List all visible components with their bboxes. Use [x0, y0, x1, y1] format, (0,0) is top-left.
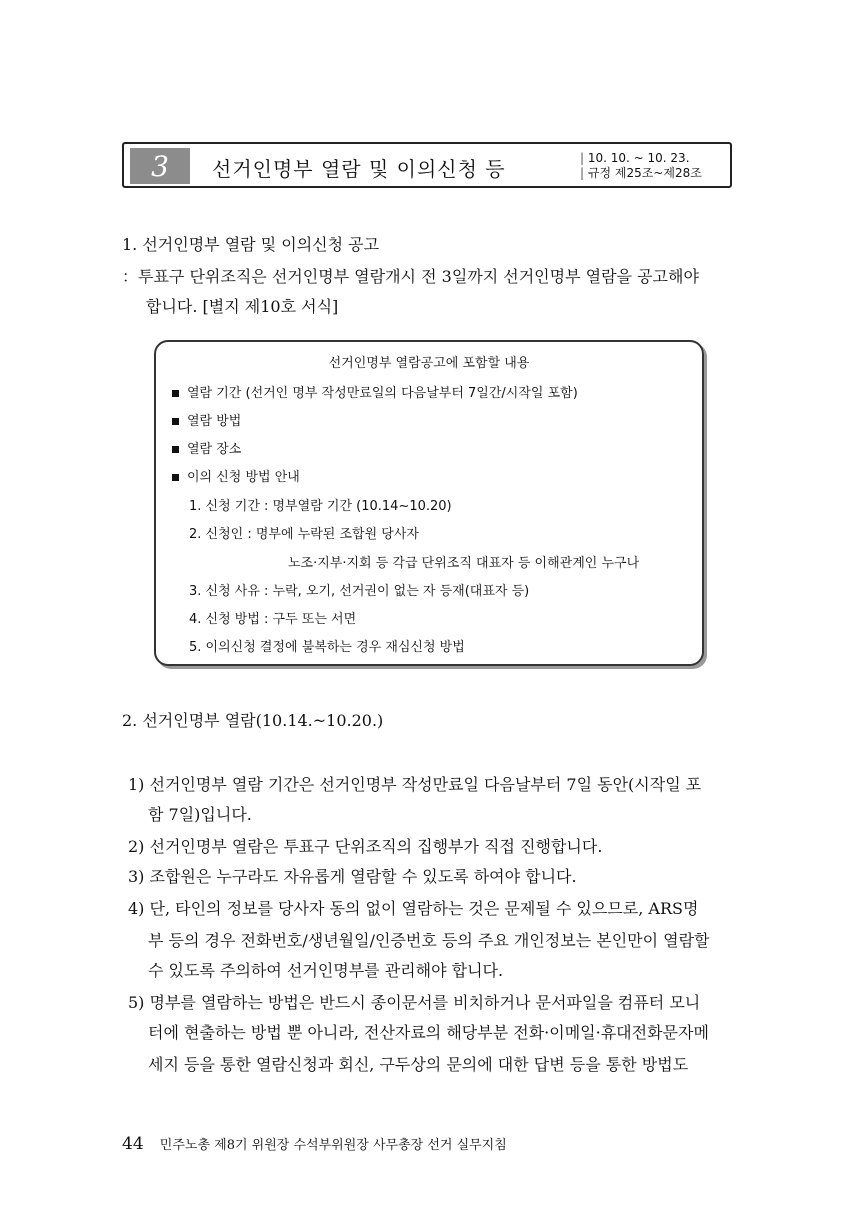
box-title: 선거인명부 열람공고에 포함할 내용: [328, 356, 530, 371]
sub-item: 5. 이의신청 결정에 불복하는 경우 재심신청 방법: [189, 640, 465, 655]
square-bullet-icon: [172, 446, 179, 453]
sub-item: 1. 신청 기간 : 명부열람 기간 (10.14~10.20): [189, 499, 452, 514]
bullet-item: 열람 방법: [172, 410, 241, 429]
regulation-ref: | 규정 제25조~제28조: [580, 166, 702, 181]
section-number: 3: [130, 148, 190, 184]
paragraph-line: 세지 등을 통한 열람신청과 회신, 구두상의 문의에 대한 답변 등을 통한 방법도: [148, 1055, 689, 1074]
section1-heading: 1. 선거인명부 열람 및 이의신청 공고: [122, 235, 380, 254]
paragraph-line: 5) 명부를 열람하는 방법은 반드시 종이문서를 비치하거나 문서파일을 컴퓨터 모니: [128, 993, 701, 1012]
paragraph-line: 함 7일)입니다.: [148, 805, 252, 824]
paragraph-line: 3) 조합원은 누구라도 자유롭게 열람할 수 있도록 하여야 합니다.: [128, 867, 577, 886]
square-bullet-icon: [172, 474, 179, 481]
paragraph-line: 2) 선거인명부 열람은 투표구 단위조직의 집행부가 직접 진행합니다.: [128, 837, 603, 856]
section1-body-line: 합니다. [별지 제10호 서식]: [146, 297, 339, 316]
sub-item: 4. 신청 방법 : 구두 또는 서면: [189, 612, 357, 627]
section-meta: [580, 151, 702, 181]
page-number: 44: [122, 1134, 144, 1154]
sub-item: 2. 신청인 : 명부에 누락된 조합원 당사자: [189, 527, 419, 542]
paragraph-line: 부 등의 경우 전화번호/생년월일/인증번호 등의 주요 개인정보는 본인만이 열람할: [148, 931, 710, 950]
bullet-item: 열람 장소: [172, 438, 241, 457]
paragraph-line: 4) 단, 타인의 정보를 당사자 동의 없이 열람하는 것은 문제될 수 있으므로, ARS명: [128, 899, 699, 918]
sub-item: 3. 신청 사유 : 누락, 오기, 선거권이 없는 자 등재(대표자 등): [189, 584, 530, 599]
book-title: 민주노총 제8기 위원장 수석부위원장 사무총장 선거 실무지침: [159, 1138, 507, 1153]
sub-item-continuation: 노조·지부·지회 등 각급 단위조직 대표자 등 이해관계인 누구나: [288, 556, 640, 571]
date-range: | 10. 10. ~ 10. 23.: [580, 151, 702, 166]
bullet-item: 열람 기간 (선거인 명부 작성만료일의 다음날부터 7일간/시작일 포함): [172, 382, 578, 401]
paragraph-line: 터에 현출하는 방법 뿐 아니라, 전산자료의 해당부분 전화·이메일·휴대전화문자메: [148, 1023, 709, 1042]
bullet-item: 이의 신청 방법 안내: [172, 466, 300, 485]
section-title: 선거인명부 열람 및 이의신청 등: [212, 157, 506, 181]
square-bullet-icon: [172, 390, 179, 397]
paragraph-line: 수 있도록 주의하여 선거인명부를 관리해야 합니다.: [148, 961, 504, 980]
square-bullet-icon: [172, 418, 179, 425]
section1-body-line: ：투표구 단위조직은 선거인명부 열람개시 전 3일까지 선거인명부 열람을 공고해야: [122, 267, 699, 286]
section-header: [122, 142, 732, 188]
page-footer: [122, 1134, 507, 1154]
notice-content-box: [154, 340, 704, 666]
paragraph-line: 1) 선거인명부 열람 기간은 선거인명부 작성만료일 다음날부터 7일 동안(시작일 포: [128, 775, 702, 794]
section2-heading: 2. 선거인명부 열람(10.14.~10.20.): [122, 711, 384, 730]
